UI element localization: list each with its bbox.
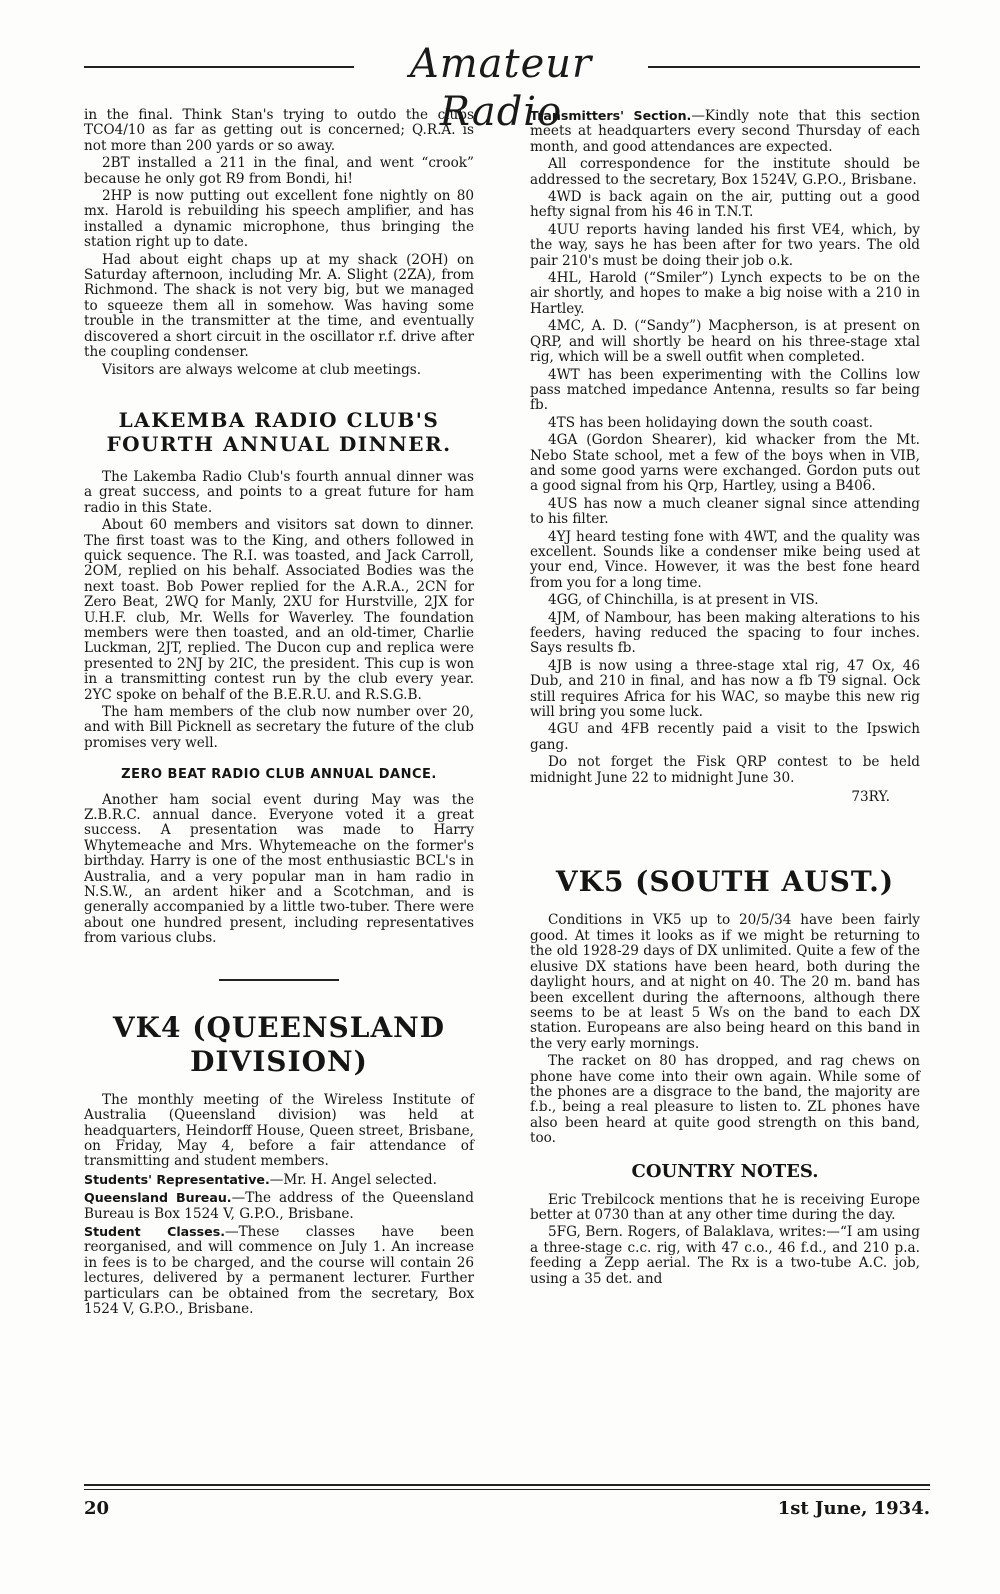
section-divider	[219, 979, 339, 981]
transmitters-item	[530, 108, 920, 155]
paragraph: 4GU and 4FB recently paid a visit to the Ipswich gang.	[530, 721, 920, 753]
paragraph: About 60 members and visitors sat down to dinner. The first toast was to the King, and others followed in quick sequence. The R.I. was toasted, and Jack Carroll, 2OM, replied on his behalf. Associated Bodies was the next toast. Bob Power replied for the A.R.A., 2CN for Zero Beat, 2WQ for Manly, 2XU for Hurstville, 2JX for U.H.F. club, Mr. Wells for Waverley. The foundation members were then toasted, and an old-timer, Charlie Luckman, 2JT, replied. The Ducon cup and replica were presented to 2NJ by 2IC, the president. This cup is won in a transmitting contest run by the club every year. 2YC spoke on behalf of the B.E.R.U. and R.S.G.B.	[84, 517, 474, 703]
paragraph: 5FG, Bern. Rogers, of Balaklava, writes:—“I am using a three-stage c.c. rig, with 47 c.o., 46 f.d., and 210 p.a. feeding a Zepp aerial. The Rx is a two-tube A.C. job, using a 35 det. and	[530, 1224, 920, 1287]
item-text: —Mr. H. Angel selected.	[269, 1171, 437, 1188]
paragraph: Conditions in VK5 up to 20/5/34 have been fairly good. At times it looks as if we might be returning to the old 1928-29 days of DX unlimited. Quite a few of the elusive DX stations have been heard, both during the daylight hours, and at night on 40. The 20 m. band has been excellent during the afternoons, although there seems to be at least 5 Ws on the band to each DX station. Europeans are also being heard on this band in the very early mornings.	[530, 912, 920, 1052]
masthead-rule-left	[84, 66, 354, 68]
paragraph: 4HL, Harold (“Smiler”) Lynch expects to be on the air shortly, and hopes to make a big noise with a 210 in Hartley.	[530, 270, 920, 317]
paragraph: 2BT installed a 211 in the final, and went “crook” because he only got R9 from Bondi, hi!	[84, 155, 474, 187]
signature: 73RY.	[851, 789, 890, 806]
item-text: —The address of the Queensland Bureau is Box 1524 V, G.P.O., Brisbane.	[84, 1190, 475, 1222]
lakemba-heading-line: LAKEMBA RADIO CLUB'S	[118, 407, 440, 432]
paragraph: 4JM, of Nambour, has been making alterations to his feeders, having reduced the spacing to four inches. Says results fb.	[530, 609, 920, 657]
paragraph: 4WT has been experimenting with the Collins low pass matched impedance Antenna, results so far being fb.	[530, 366, 920, 414]
paragraph: 2HP is now putting out excellent fone nightly on 80 mx. Harold is rebuilding his speech amplifier, and has installed a dynamic microphone, thus bringing the station right up to date.	[84, 188, 474, 251]
paragraph: The Lakemba Radio Club's fourth annual dinner was a great success, and points to a great future for ham radio in this State.	[84, 468, 474, 516]
lakemba-heading	[84, 408, 474, 456]
paragraph: Another ham social event during May was the Z.B.R.C. annual dance. Everyone voted it a great success. A presentation was made to Harry Whytemeache and Mrs. Whytemeache on the former's birthday. Harry is one of the most enthusiastic BCL's in Australia, and a very popular man in ham radio in N.S.W., an ardent hiker and a Scotchman, and is generally accompanied by a little two-tuber. There were about one hundred present, including representatives from various clubs.	[84, 791, 474, 947]
paragraph: The ham members of the club now number over 20, and with Bill Picknell as secretary the future of the club promises very well.	[84, 704, 474, 751]
left-column	[84, 108, 474, 1319]
paragraph: 4TS has been holidaying down the south coast.	[548, 414, 873, 431]
paragraph: 4GA (Gordon Shearer), kid whacker from the Mt. Nebo State school, met a few of the boys when in VIB, and some good yarns were exchanged. Gordon puts out a good signal from his Qrp, Hartley, using a B406.	[530, 432, 920, 495]
paragraph: 4UU reports having landed his first VE4, which, by the way, says he has been after for two years. The old pair 210's must be doing their job o.k.	[530, 221, 920, 269]
vk4-heading-line: DIVISION)	[190, 1044, 368, 1078]
item-lead: Queensland Bureau.	[84, 1190, 232, 1206]
paragraph: in the final. Think Stan's trying to outdo the clubs TCO4/10 as far as getting out is concerned; Q.R.A. is not more than 200 yards or so away.	[84, 107, 474, 154]
item-lead: Transmitters' Section.	[530, 108, 692, 123]
issue-date: 1st June, 1934.	[777, 1498, 930, 1519]
paragraph: 4MC, A. D. (“Sandy”) Macpherson, is at present on QRP, and will shortly be heard on his three-stage xtal rig, which will be a swell outfit when completed.	[530, 318, 920, 366]
paragraph: 4YJ heard testing fone with 4WT, and the quality was excellent. Sounds like a condenser mike being used at your end, Vince. However, it was the best fone heard from you for a long time.	[530, 528, 920, 591]
item-text: —These classes have been reorganised, and will commence on July 1. An increase in fees is to be charged, and the course will contain 26 lectures, delivered by a permanent lecturer. Further particulars can be obtained from the secretary, Box 1524 V, G.P.O., Brisbane.	[84, 1223, 474, 1317]
page-footer	[84, 1484, 930, 1519]
paragraph: 4GG, of Chinchilla, is at present in VIS.	[548, 592, 819, 609]
vk4-heading-line: VK4 (QUEENSLAND	[112, 1010, 446, 1044]
paragraph: All correspondence for the institute should be addressed to the secretary, Box 1524V, G.P.O., Brisbane.	[530, 156, 920, 188]
footer-rule	[84, 1484, 930, 1486]
country-notes-heading: COUNTRY NOTES.	[631, 1160, 819, 1182]
page-number: 20	[84, 1498, 110, 1519]
magazine-title: Amateur Radio	[409, 41, 593, 135]
masthead-rule-right	[648, 66, 920, 68]
paragraph: Visitors are always welcome at club meetings.	[102, 361, 422, 378]
vk4-item	[84, 1224, 474, 1317]
vk4-item	[84, 1172, 474, 1188]
paragraph: 4WD is back again on the air, putting out a good hefty signal from his 46 in T.N.T.	[530, 189, 920, 221]
paragraph: 4JB is now using a three-stage xtal rig, 47 Ox, 46 Dub, and 210 in final, and has now a fb T9 signal. Ock still requires Africa for his WAC, so maybe this new rig will bring you some luck.	[530, 657, 920, 721]
paragraph: Had about eight chaps up at my shack (2OH) on Saturday afternoon, including Mr. A. Slight (2ZA), from Richmond. The shack is not very big, but we managed to squeeze them all in somehow. Was having some trouble in the transmitter at the time, and eventually discovered a short circuit in the oscillator r.f. drive after the coupling condenser.	[84, 251, 474, 361]
paragraph: 4US has now a much cleaner signal since attending to his filter.	[530, 495, 920, 528]
item-lead: Student Classes.	[84, 1223, 225, 1239]
item-text: —Kindly note that this section meets at headquarters every second Thursday of each month, and good attendances are expected.	[530, 108, 920, 155]
item-lead: Students' Representative.	[84, 1171, 270, 1187]
footer-rule	[84, 1489, 930, 1490]
zero-beat-heading: ZERO BEAT RADIO CLUB ANNUAL DANCE.	[121, 767, 437, 783]
right-column	[530, 108, 920, 1289]
vk4-heading	[84, 1011, 474, 1079]
paragraph: The monthly meeting of the Wireless Institute of Australia (Queensland division) was held at headquarters, Heindorff House, Queen street, Brisbane, on Friday, May 4, before a fair attendance of transmitting and student members.	[84, 1091, 474, 1170]
vk5-heading: VK5 (SOUTH AUST.)	[555, 865, 895, 899]
vk4-item	[84, 1190, 474, 1222]
paragraph: Eric Trebilcock mentions that he is receiving Europe better at 0730 than at any other time during the day.	[530, 1191, 920, 1223]
paragraph: The racket on 80 has dropped, and rag chews on phone have come into their own again. While some of the phones are a disgrace to the band, the majority are f.b., being a real pleasure to listen to. ZL phones have also been heard at quite good strength on this band, too.	[530, 1053, 920, 1147]
lakemba-heading-line: FOURTH ANNUAL DINNER.	[106, 431, 452, 456]
paragraph: Do not forget the Fisk QRP contest to be held midnight June 22 to midnight June 30.	[530, 754, 920, 786]
